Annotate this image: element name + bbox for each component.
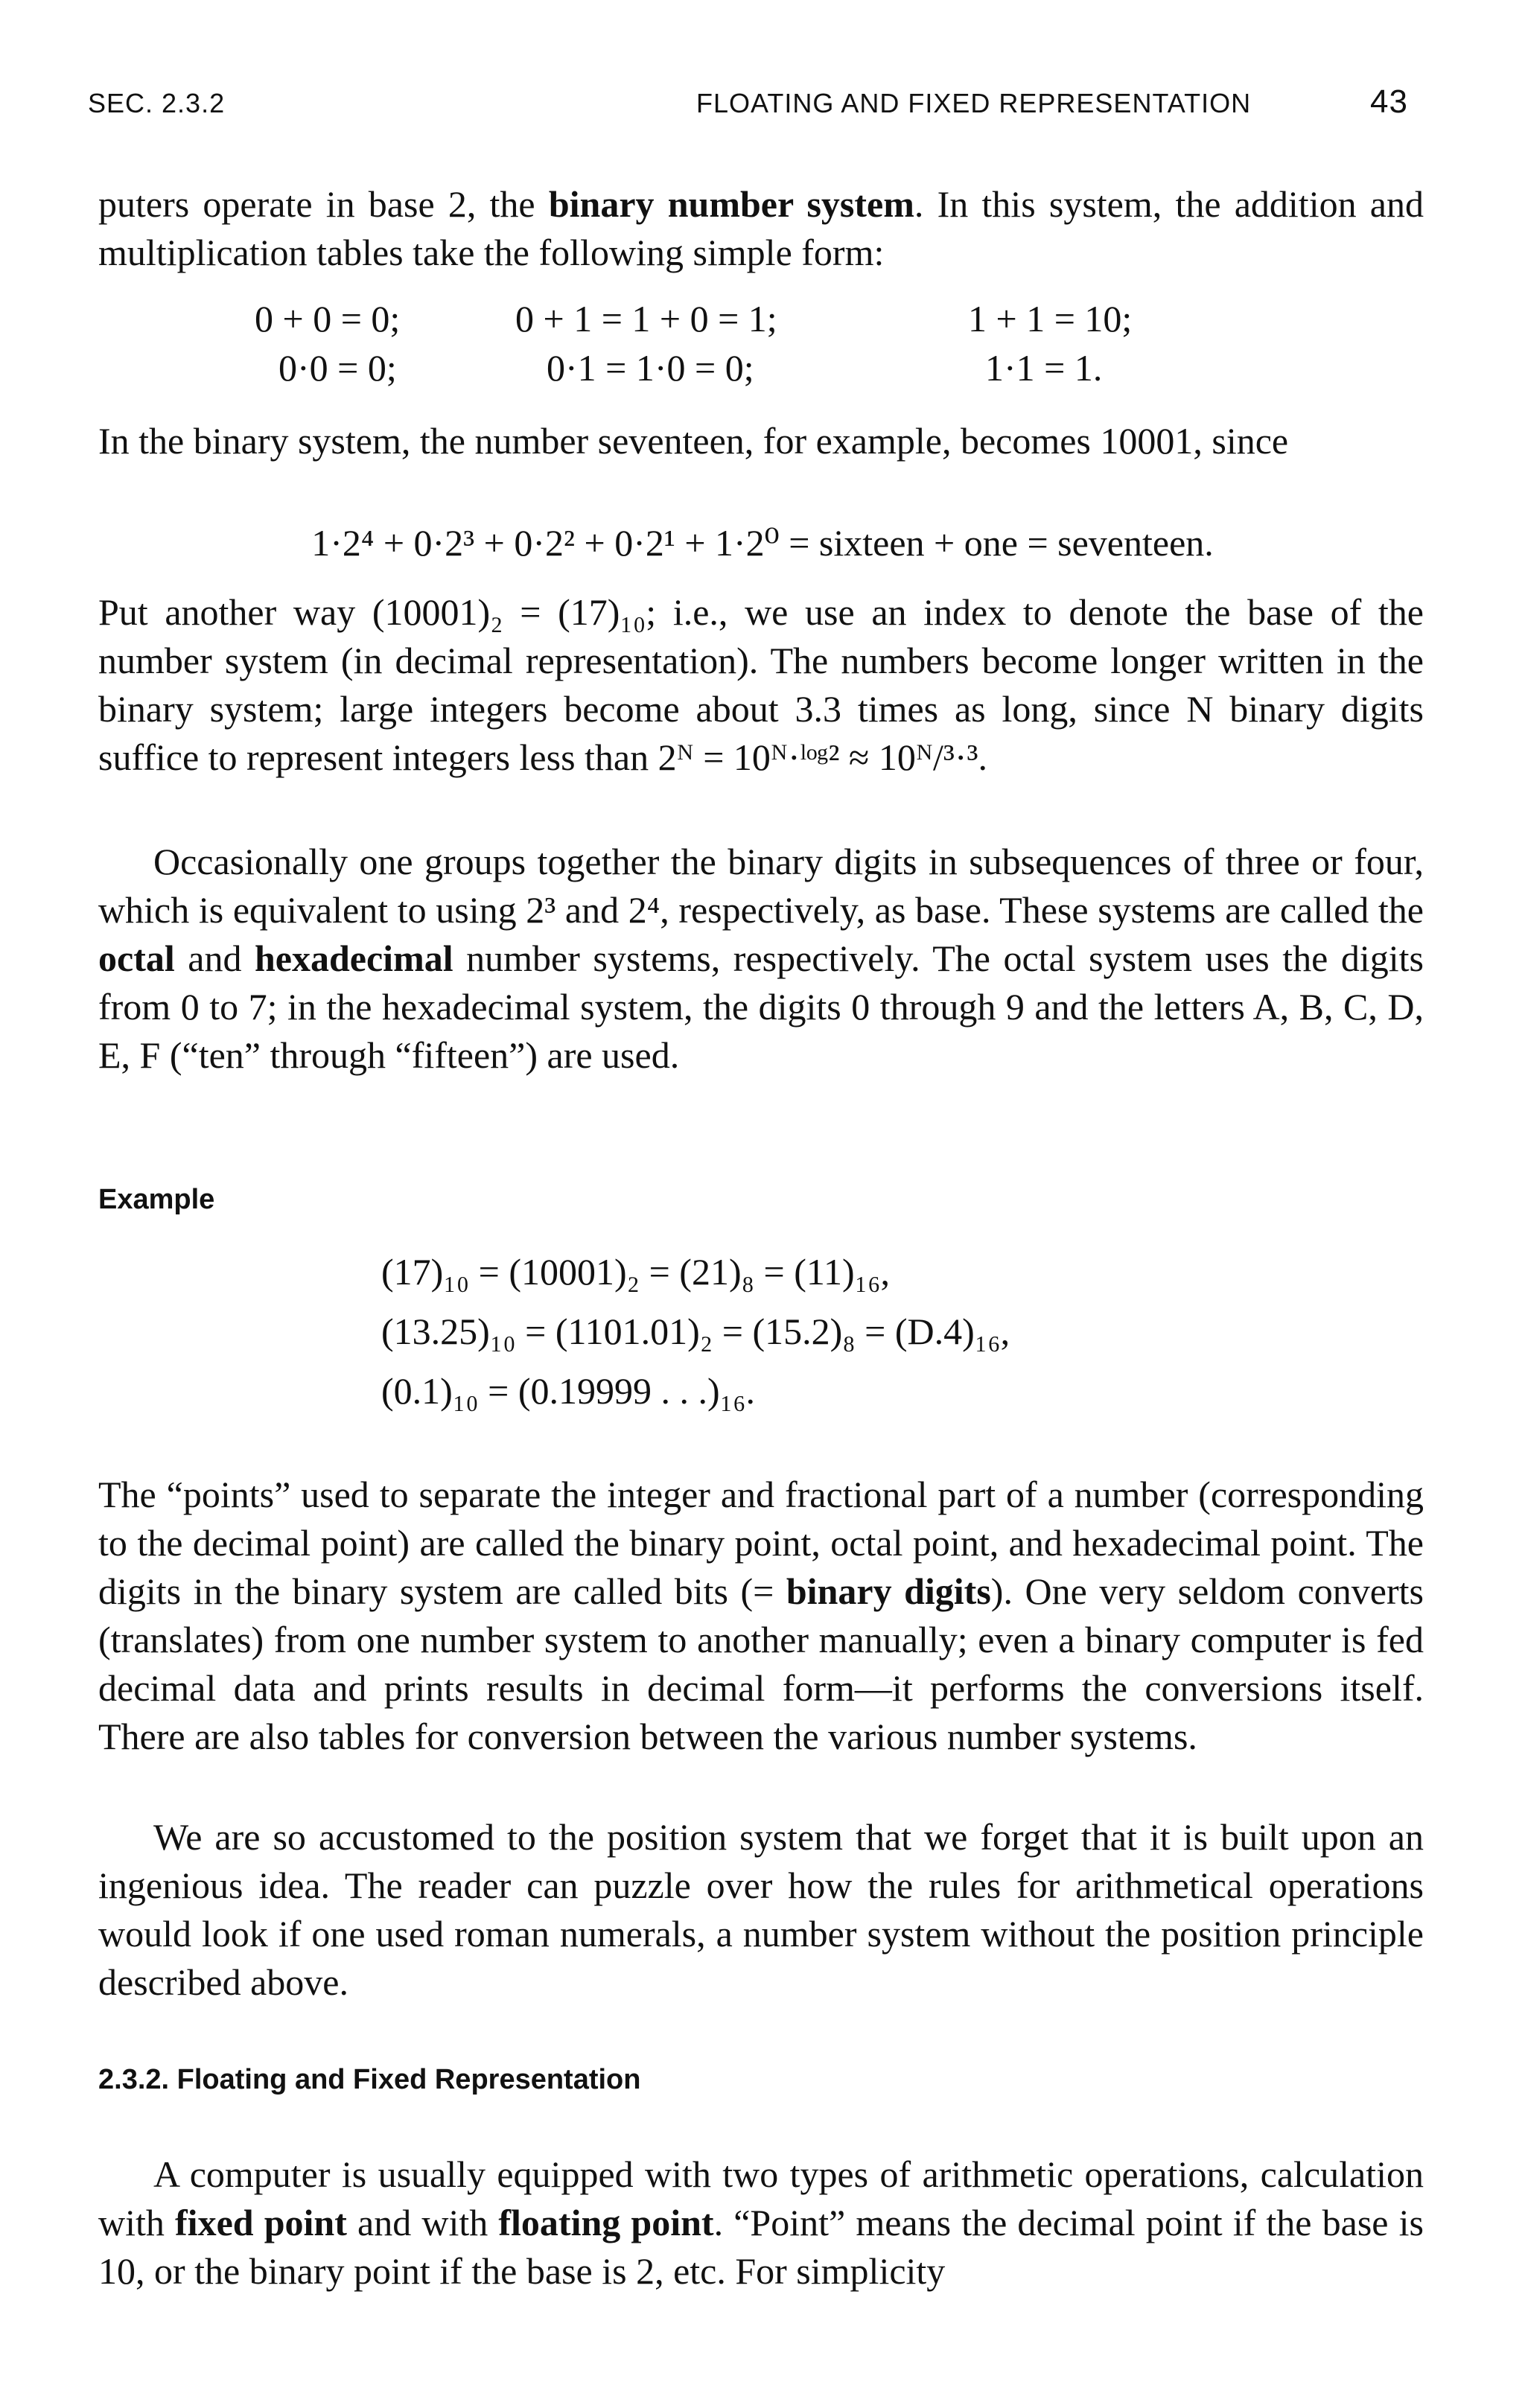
paragraph-fixed-floating [98,2150,1424,2296]
binary-tables [0,296,1525,393]
para1-text-a: puters operate in base 2, the [98,183,549,225]
paragraph-binary-intro [98,180,1424,277]
table-add-0-1: 0 + 1 = 1 + 0 = 1; [515,298,777,340]
example-line-17: (17)₁₀ = (10001)₂ = (21)₈ = (11)₁₆, [381,1251,891,1293]
para7-text-c: . “Point” means the decimal point if the base is 10, or the binary point if the base is 2, etc. For simplicity [98,2202,1424,2292]
header-section: SEC. 2.3.2 [88,88,226,118]
example-line-0-1: (0.1)₁₀ = (0.19999 . . .)₁₆. [381,1370,756,1412]
para7-bold-fixed-point: fixed point [175,2202,347,2243]
para4-bold-hexadecimal: hexadecimal [254,937,453,979]
table-mul-0-1: 0·1 = 1·0 = 0; [547,347,754,389]
para2-text: In the binary system, the number seventeen, for example, becomes 10001, since [98,420,1289,462]
para1-text-b: . In this system, the addition and multiplication tables take the following simple form: [98,183,1424,273]
para7-text-b: and with [346,2202,499,2243]
binary-expansion-equation: 1·2⁴ + 0·2³ + 0·2² + 0·2¹ + 1·2⁰ = sixteen + one = seventeen. [311,522,1214,564]
para4-text-b: and [174,937,255,979]
header-title: FLOATING AND FIXED REPRESENTATION [696,88,1252,118]
paragraph-position-system [98,1813,1424,2007]
example-equations [381,1242,1010,1421]
para4-text-a: Occasionally one groups together the binary digits in subsequences of three or four, which is equivalent to using 2³ and 2⁴, respectively, as base. These systems are called the [98,841,1424,931]
para1-bold-binary-number-system: binary number system [548,183,914,225]
paragraph-octal-hex [98,838,1424,1080]
para7-text-a: A computer is usually equipped with two types of arithmetic operations, calculation with [98,2153,1424,2243]
para5-text-b: ). One very seldom converts (translates) from one number system to another manually; even a binary computer is fed decimal data and prints results in decimal form—it performs the conversions itself. There are also tables for conversion between the various number systems. [98,1570,1424,1757]
para5-bold-binary-digits: binary digits [786,1570,991,1612]
table-mul-1-1: 1·1 = 1. [985,347,1103,389]
running-header [0,83,1525,125]
para6-text: We are so accustomed to the position system that we forget that it is built upon an ingenious idea. The reader can puzzle over how the rules for arithmetical operations would look if one used roman numerals, a number system without the position principle described above. [98,1816,1424,2003]
para4-text-c: number systems, respectively. The octal system uses the digits from 0 to 7; in the hexadecimal system, the digits 0 through 9 and the letters A, B, C, D, E, F (“ten” through “fifteen”) are used. [98,937,1424,1076]
table-add-1-1: 1 + 1 = 10; [968,298,1133,340]
paragraph-seventeen [98,417,1424,465]
paragraph-points [98,1471,1424,1761]
para4-bold-octal: octal [98,937,175,979]
table-add-0-0: 0 + 0 = 0; [255,298,401,340]
para3-text: Put another way (10001)₂ = (17)₁₀; i.e., we use an index to denote the base of the number system (in decimal representation). The numbers become longer written in the binary system; large integers become about 3.3 times as long, since N binary digits suffice to represent integers less than 2ᴺ = 10ᴺ·ˡᵒᵍ² ≈ 10ᴺ/³·³. [98,591,1424,778]
table-mul-0-0: 0·0 = 0; [278,347,397,389]
para5-text-a: The “points” used to separate the integer and fractional part of a number (corresponding to the decimal point) are called the binary point, octal point, and hexadecimal point. The digits in the binary system are called bits (= [98,1474,1424,1612]
section-heading: 2.3.2. Floating and Fixed Representation [98,2064,641,2095]
example-label: Example [98,1184,215,1215]
example-line-13-25: (13.25)₁₀ = (1101.01)₂ = (15.2)₈ = (D.4)₁₆, [381,1310,1010,1352]
page-number: 43 [1370,83,1408,120]
para7-bold-floating-point: floating point [498,2202,714,2243]
paragraph-base-index [98,588,1424,782]
